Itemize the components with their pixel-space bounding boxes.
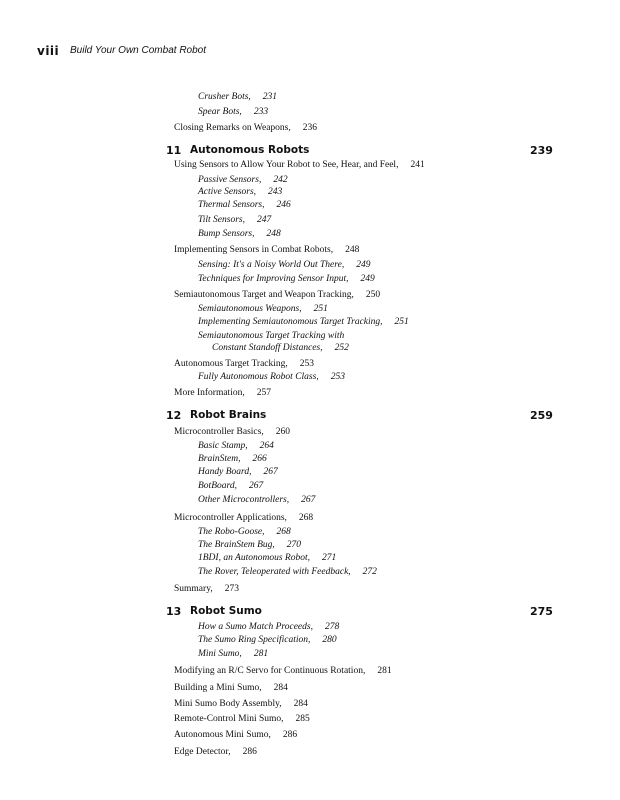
toc-entry-implementing-sensors: Implementing Sensors in Combat Robots, 248: [174, 245, 360, 255]
toc-entry-1bdi: 1BDI, an Autonomous Robot, 271: [198, 553, 337, 563]
running-header-title: Build Your Own Combat Robot: [70, 45, 207, 56]
toc-entry-autonomous-tracking: Autonomous Target Tracking, 253: [174, 359, 315, 369]
toc-entry-remote-control-sumo: Remote-Control Mini Sumo, 285: [174, 714, 310, 724]
toc-entry-semiautonomous-tracking: Semiautonomous Target and Weapon Tracking, 250: [174, 290, 381, 300]
chapter-12-number: 12: [166, 409, 182, 422]
chapter-11-number: 11: [166, 144, 182, 157]
toc-entry-sumo-match: How a Sumo Match Proceeds, 278: [198, 622, 340, 632]
toc-entry-other-microcontrollers: Other Microcontrollers, 267: [198, 495, 316, 505]
toc-entry-active-sensors: Active Sensors, 243: [198, 187, 283, 197]
toc-entry-brainstem: BrainStem, 266: [198, 454, 267, 464]
toc-entry-thermal-sensors: Thermal Sensors, 246: [198, 200, 291, 210]
toc-entry-fully-autonomous-class: Fully Autonomous Robot Class, 253: [198, 372, 345, 382]
chapter-12-page: 259: [530, 409, 553, 422]
toc-entry-modifying-servo: Modifying an R/C Servo for Continuous Rotation, 281: [174, 666, 392, 676]
toc-entry-body-assembly: Mini Sumo Body Assembly, 284: [174, 699, 308, 709]
toc-entry-implementing-semiautonomous: Implementing Semiautonomous Target Tracking, 251: [198, 317, 409, 327]
page-number: viii: [37, 44, 60, 58]
toc-entry-microcontroller-applications: Microcontroller Applications, 268: [174, 513, 314, 523]
chapter-11-title: Autonomous Robots: [190, 144, 310, 156]
toc-entry-bump-sensors: Bump Sensors, 248: [198, 229, 281, 239]
toc-entry-tilt-sensors: Tilt Sensors, 247: [198, 215, 272, 225]
toc-entry-robo-goose: The Robo-Goose, 268: [198, 527, 291, 537]
chapter-13-title: Robot Sumo: [190, 605, 262, 617]
toc-entry-sumo-ring: The Sumo Ring Specification, 280: [198, 635, 337, 645]
toc-entry-mini-sumo: Mini Sumo, 281: [198, 649, 269, 659]
toc-entry-spear-bots: Spear Bots, 233: [198, 107, 269, 117]
toc-entry-basic-stamp: Basic Stamp, 264: [198, 441, 274, 451]
toc-entry-autonomous-mini-sumo: Autonomous Mini Sumo, 286: [174, 730, 298, 740]
toc-entry-building-mini-sumo: Building a Mini Sumo, 284: [174, 683, 288, 693]
toc-entry-sensing-noisy-world: Sensing: It's a Noisy World Out There, 249: [198, 260, 371, 270]
toc-entry-passive-sensors: Passive Sensors, 242: [198, 175, 288, 185]
toc-entry-botboard: BotBoard, 267: [198, 481, 264, 491]
toc-entry-brainstem-bug: The BrainStem Bug, 270: [198, 540, 302, 550]
toc-entry-crusher-bots: Crusher Bots, 231: [198, 92, 278, 102]
toc-entry-closing-remarks: Closing Remarks on Weapons, 236: [174, 123, 317, 133]
chapter-11-page: 239: [530, 144, 553, 157]
toc-entry-semiautonomous-weapons: Semiautonomous Weapons, 251: [198, 304, 328, 314]
chapter-12-title: Robot Brains: [190, 409, 267, 421]
toc-entry-handy-board: Handy Board, 267: [198, 467, 278, 477]
toc-entry-microcontroller-basics: Microcontroller Basics, 260: [174, 427, 290, 437]
chapter-13-page: 275: [530, 605, 553, 618]
chapter-13-number: 13: [166, 605, 182, 618]
toc-entry-more-information: More Information, 257: [174, 388, 271, 398]
toc-entry-edge-detector: Edge Detector, 286: [174, 747, 257, 757]
toc-entry-standoff-tracking: Semiautonomous Target Tracking with: [198, 331, 345, 341]
toc-entry-improving-sensor-input: Techniques for Improving Sensor Input, 249: [198, 274, 375, 284]
toc-entry-rover: The Rover, Teleoperated with Feedback, 272: [198, 567, 377, 577]
toc-entry-using-sensors: Using Sensors to Allow Your Robot to See, Hear, and Feel, 241: [174, 160, 425, 170]
toc-entry-standoff-tracking-cont: Constant Standoff Distances, 252: [212, 343, 349, 353]
toc-entry-summary: Summary, 273: [174, 584, 239, 594]
